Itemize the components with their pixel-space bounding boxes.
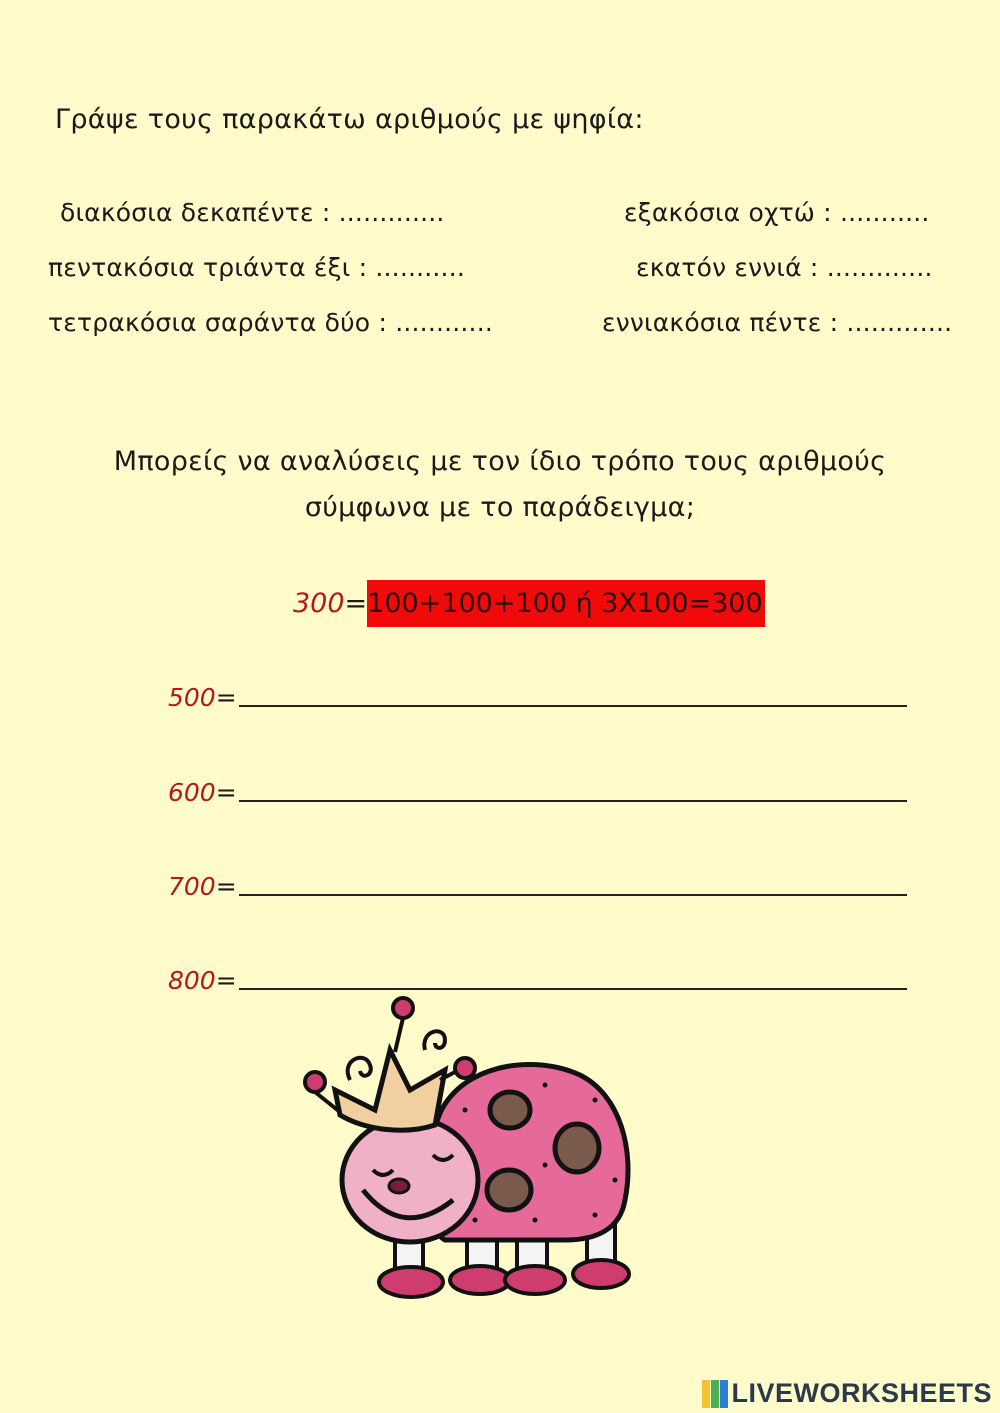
exercise-equals: =	[215, 966, 237, 995]
ladybug-with-crown-illustration	[295, 990, 640, 1310]
number-word-label: εκατόν εννιά :	[636, 253, 819, 282]
example-number: 300	[293, 588, 345, 619]
liveworksheets-logo-icon	[702, 1380, 728, 1408]
liveworksheets-brand-text: LIVEWORKSHEETS	[731, 1378, 992, 1408]
answer-blank[interactable]: ............	[395, 308, 493, 337]
number-word-label: εξακόσια οχτώ :	[624, 198, 832, 227]
answer-line[interactable]	[239, 894, 907, 896]
exercise-number: 600	[168, 778, 216, 807]
instruction-line-1: Μπορείς να αναλύσεις με τον ίδιο τρόπο τους αριθμούς	[113, 446, 887, 477]
exercise-number: 500	[168, 683, 216, 712]
number-word-item	[60, 198, 445, 227]
liveworksheets-logo[interactable]	[702, 1378, 992, 1409]
number-word-item	[624, 198, 930, 227]
example	[293, 588, 765, 619]
number-word-label: εννιακόσια πέντε :	[602, 308, 839, 337]
answer-blank[interactable]: .............	[846, 308, 953, 337]
exercise-row	[168, 683, 907, 712]
number-word-item	[602, 308, 952, 337]
answer-blank[interactable]: ...........	[839, 198, 930, 227]
answer-line[interactable]	[239, 705, 907, 707]
exercise-row	[168, 872, 907, 901]
number-word-item	[636, 253, 933, 282]
exercise-number: 800	[168, 966, 216, 995]
exercise-equals: =	[215, 872, 237, 901]
exercise-equals: =	[215, 683, 237, 712]
example-answer-highlight: 100+100+100 ή 3Χ100=300	[367, 580, 765, 627]
worksheet-heading: Γράψε τους παρακάτω αριθμούς με ψηφία:	[55, 104, 644, 135]
number-word-label: πεντακόσια τριάντα έξι :	[48, 253, 368, 282]
example-equals: =	[344, 588, 368, 619]
exercise-row	[168, 778, 907, 807]
number-word-label: διακόσια δεκαπέντε :	[60, 198, 331, 227]
number-word-label: τετρακόσια σαράντα δύο :	[48, 308, 388, 337]
answer-blank[interactable]: .............	[338, 198, 445, 227]
answer-line[interactable]	[239, 800, 907, 802]
answer-blank[interactable]: ...........	[375, 253, 465, 282]
number-word-item	[48, 308, 493, 337]
exercise-number: 700	[168, 872, 216, 901]
exercise-equals: =	[215, 778, 237, 807]
number-word-item	[48, 253, 465, 282]
instruction-line-2: σύμφωνα με το παράδειγμα;	[304, 492, 696, 523]
answer-blank[interactable]: .............	[826, 253, 933, 282]
